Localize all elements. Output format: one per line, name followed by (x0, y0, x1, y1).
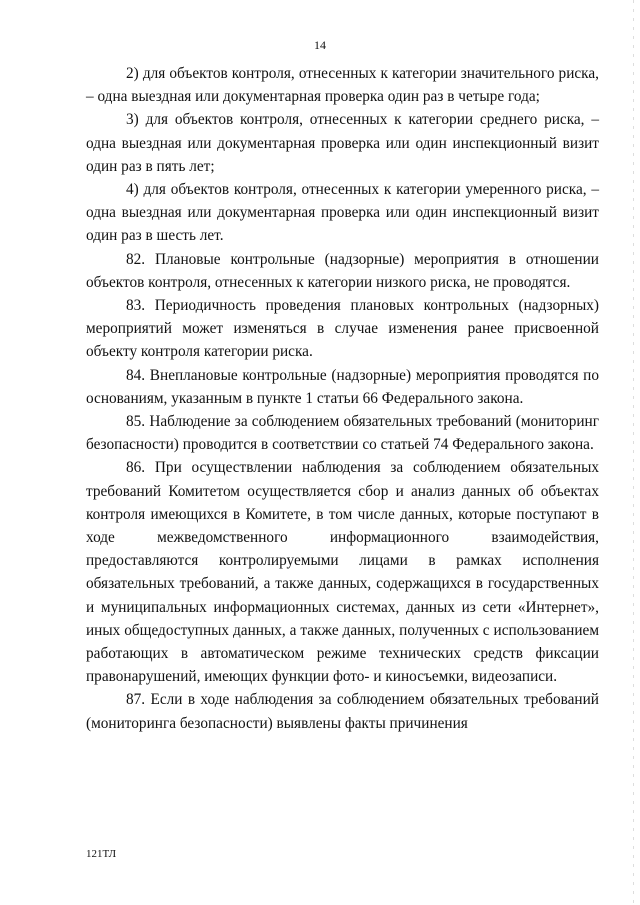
paragraph-85: 85. Наблюдение за соблюдением обязательных требований (мониторинг безопасности) проводится в соответствии со статьей 74 Федерального закона. (86, 413, 599, 454)
paragraph-84: 84. Внеплановые контрольные (надзорные) мероприятия проводятся по основаниям, указанным в пункте 1 статьи 66 Федерального закона. (86, 366, 599, 407)
paragraph-87: 87. Если в ходе наблюдения за соблюдением обязательных требований (мониторинга безопасности) выявлены факты причинения (86, 691, 599, 732)
paragraph-item-4: 4) для объектов контроля, отнесенных к категории умеренного риска, – одна выездная или документарная проверка или один инспекционный визит один раз в шесть лет. (86, 181, 599, 245)
paragraph-82: 82. Плановые контрольные (надзорные) мероприятия в отношении объектов контроля, отнесенных к категории низкого риска, не проводятся. (86, 250, 599, 291)
document-body (86, 62, 599, 735)
scan-edge-decoration (633, 0, 634, 905)
page-number: 14 (314, 38, 326, 52)
paragraph-86: 86. При осуществлении наблюдения за соблюдением обязательных требований Комитетом осуществляется сбор и анализ данных об объектах контроля имеющихся в Комитете, в том числе данных, которые поступают в ходе межведомственного информационного взаимодействия, предоставляются контролируемыми лицами в рамках исполнения обязательных требований, а также данных, содержащихся в государственных и муниципальных информационных системах, данных из сети «Интернет», иных общедоступных данных, а также данных, полученных с использованием работающих в автоматическом режиме технических средств фиксации правонарушений, имеющих функции фото- и киносъемки, видеозаписи. (86, 459, 599, 686)
paragraph-83: 83. Периодичность проведения плановых контрольных (надзорных) мероприятий может изменяться в случае изменения ранее присвоенной объекту контроля категории риска. (86, 297, 599, 361)
paragraph-item-3: 3) для объектов контроля, отнесенных к категории среднего риска, – одна выездная или документарная проверка или один инспекционный визит один раз в пять лет; (86, 111, 599, 175)
document-code: 121ТЛ (86, 848, 117, 860)
paragraph-item-2: 2) для объектов контроля, отнесенных к категории значительного риска, – одна выездная или документарная проверка один раз в четыре года; (86, 65, 599, 106)
